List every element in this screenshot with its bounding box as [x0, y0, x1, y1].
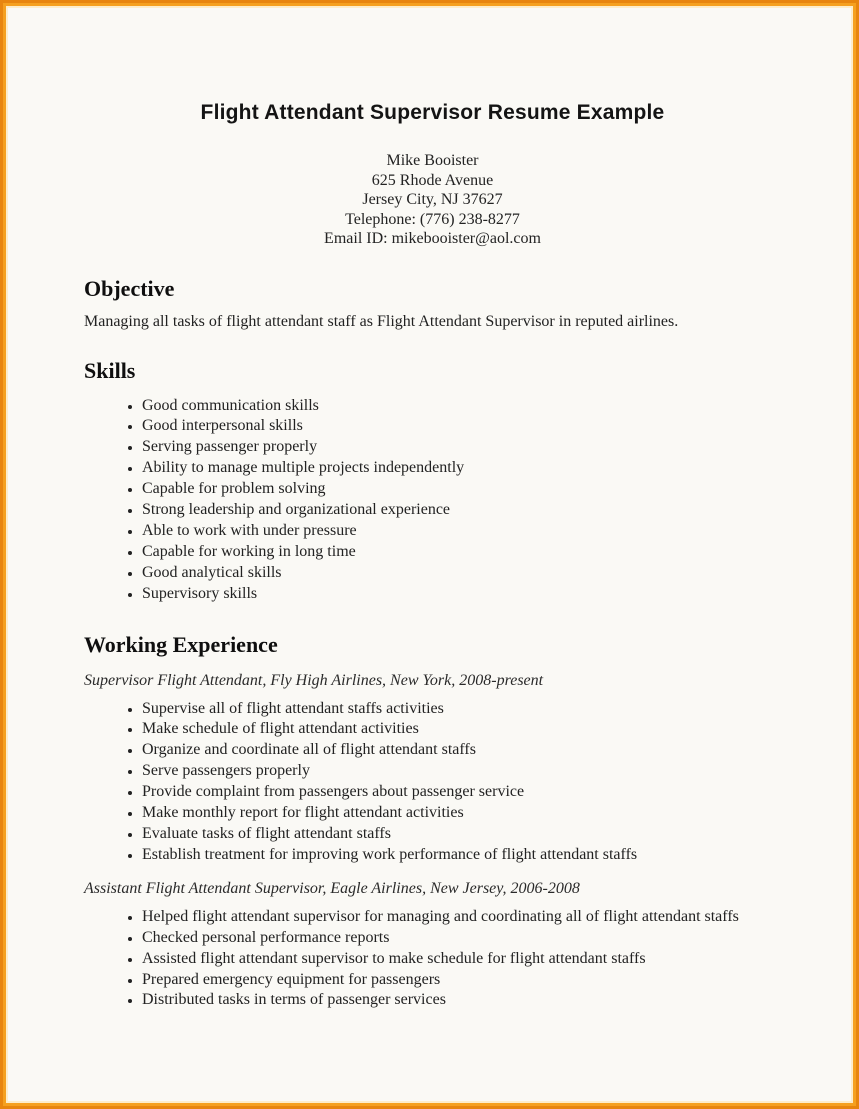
duty-item: • Evaluate tasks of flight attendant staffs	[142, 824, 781, 845]
skill-item: • Supervisory skills	[142, 584, 781, 605]
objective-heading: Objective	[84, 275, 175, 301]
skill-item: • Ability to manage multiple projects independently	[142, 458, 781, 479]
contact-name: Mike Booister	[386, 152, 479, 169]
duty-item: • Prepared emergency equipment for passengers	[142, 970, 781, 991]
resume-page	[8, 8, 851, 1101]
duty-item: • Helped flight attendant supervisor for managing and coordinating all of flight attendant staffs	[142, 907, 781, 928]
skill-item: • Capable for problem solving	[142, 479, 781, 500]
experience-heading: Working Experience	[84, 631, 278, 657]
skills-heading: Skills	[84, 357, 136, 383]
skill-item: • Capable for working in long time	[142, 542, 781, 563]
job-title-supervisor: Supervisor Flight Attendant, Fly High Airlines, New York, 2008-present	[84, 671, 544, 689]
skill-item: • Good interpersonal skills	[142, 416, 781, 437]
contact-street: 625 Rhode Avenue	[371, 171, 494, 189]
duty-item: • Establish treatment for improving work performance of flight attendant staffs	[142, 845, 781, 866]
skill-item: • Serving passenger properly	[142, 437, 781, 458]
job-duties-supervisor	[84, 699, 781, 866]
duty-item: • Checked personal performance reports	[142, 928, 781, 949]
duty-item: • Make schedule of flight attendant activities	[142, 719, 781, 740]
job-duties-assistant	[84, 907, 781, 1012]
duty-item: • Distributed tasks in terms of passenger services	[142, 990, 781, 1011]
duty-item: • Organize and coordinate all of flight attendant staffs	[142, 740, 781, 761]
contact-email: Email ID: mikebooister@aol.com	[324, 230, 541, 247]
objective-text: Managing all tasks of flight attendant staff as Flight Attendant Supervisor in reputed airlines.	[84, 312, 679, 330]
skill-item: • Strong leadership and organizational experience	[142, 500, 781, 521]
duty-item: • Serve passengers properly	[142, 761, 781, 782]
duty-item: • Assisted flight attendant supervisor to make schedule for flight attendant staffs	[142, 949, 781, 970]
duty-item: • Supervise all of flight attendant staffs activities	[142, 699, 781, 720]
skill-item: • Good communication skills	[142, 396, 781, 417]
contact-telephone: Telephone: (776) 238-8277	[345, 210, 520, 228]
contact-block	[84, 151, 781, 249]
duty-item: • Provide complaint from passengers about passenger service	[142, 782, 781, 803]
duty-item: • Make monthly report for flight attendant activities	[142, 803, 781, 824]
resume-title: Flight Attendant Supervisor Resume Example	[200, 101, 665, 124]
skills-list	[84, 396, 781, 605]
skill-item: • Able to work with under pressure	[142, 521, 781, 542]
skill-item: • Good analytical skills	[142, 563, 781, 584]
job-title-assistant: Assistant Flight Attendant Supervisor, Eagle Airlines, New Jersey, 2006-2008	[84, 879, 580, 897]
contact-city-state-zip: Jersey City, NJ 37627	[362, 191, 503, 208]
